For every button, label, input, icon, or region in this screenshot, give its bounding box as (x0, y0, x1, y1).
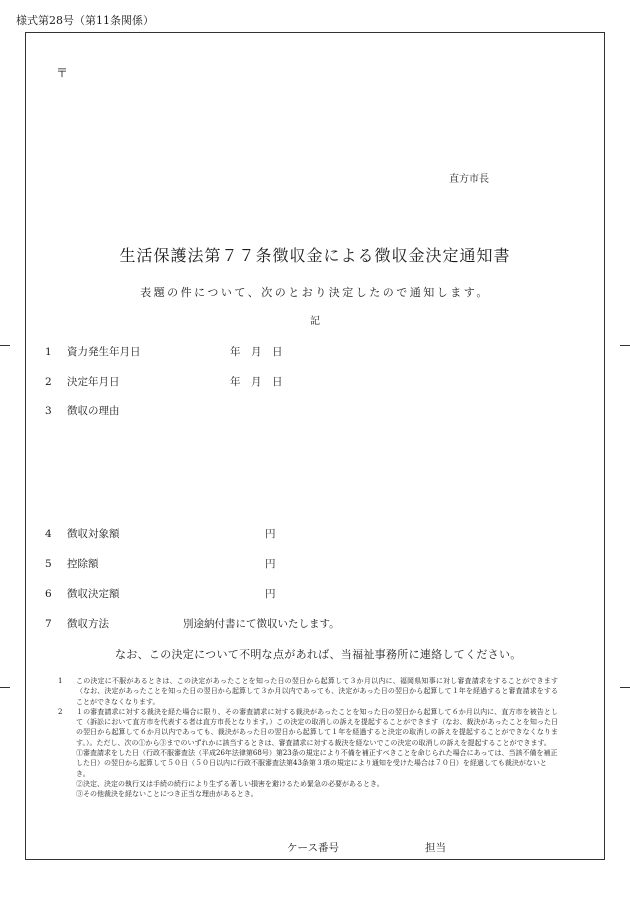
document-title: 生活保護法第７７条徴収金による徴収金決定通知書 (119, 246, 511, 265)
item-value: 別途納付書にて徴収いたします。 (183, 618, 340, 630)
right-margin-mark-upper (620, 345, 630, 346)
item-value: 円 (265, 588, 276, 600)
note-number: 2 (58, 707, 63, 716)
note-item (58, 707, 558, 800)
note-sub-item: ③その他裁決を経ないことにつき正当な理由があるとき。 (76, 790, 258, 799)
closing-text: なお、この決定について不明な点があれば、当福祉事務所に連絡してください。 (115, 648, 522, 661)
item-number: 1 (45, 346, 52, 358)
note-sub-item: ①審査請求をした日（行政不服審査法（平成26年法律第68号）第23条の規定により不備を補正すべきことを命じられた場合にあっては、当該不備を補正した日）の翌日から起算して５０日（５０日以内に行政不服審査法第43条第３項の規定により通知を受けた場合は７０日）を経過しても裁決がないとき。 (76, 749, 558, 778)
left-margin-mark-lower (0, 687, 10, 688)
issuer-name: 直方市長 (449, 174, 489, 185)
note-item (58, 676, 558, 707)
left-margin-mark-upper (0, 345, 10, 346)
item-number: 7 (45, 618, 52, 630)
form-number: 様式第28号（第11条関係） (16, 14, 154, 27)
item-label: 徴収対象額 (67, 528, 120, 540)
item-label: 徴収の理由 (67, 405, 120, 417)
item-number: 6 (45, 588, 52, 600)
item-number: 4 (45, 528, 52, 540)
case-number-label: ケース番号 (287, 842, 339, 854)
item-label: 資力発生年月日 (67, 346, 141, 358)
item-number: 2 (45, 376, 52, 388)
item-label: 徴収方法 (67, 618, 109, 630)
intro-text: 表題の件について、次のとおり決定したので通知します。 (140, 286, 490, 299)
item-number: 5 (45, 558, 52, 570)
charge-label: 担当 (425, 842, 446, 854)
item-label: 徴収決定額 (67, 588, 120, 600)
item-number: 3 (45, 405, 52, 417)
notes-section (58, 676, 558, 800)
note-sub-item: ②決定、決定の執行又は手続の続行により生ずる著しい損害を避けるため緊急の必要があるとき。 (76, 779, 384, 788)
item-label: 決定年月日 (67, 376, 120, 388)
postal-mark: 〒 (56, 66, 69, 80)
note-text: １の審査請求に対する裁決を経た場合に限り、その審査請求に対する裁決があったことを知った日の翌日から起算して６か月以内に、直方市を被告として（訴訟において直方市を代表する者は直方市長となります。）この決定の取消しの訴えを提起することができます（なお、裁決があったことを知った日の翌日から起算して６か月以内であっても、裁決があった日の翌日から起算して１年を経過すると決定の取消しの訴えを提起することができなくなります。）。ただし、次の①から③までのいずれかに該当するときは、審査請求に対する裁決を経ないでこの決定の取消しの訴えを提起することができます。 (76, 707, 558, 747)
item-value: 円 (265, 528, 276, 540)
right-margin-mark-lower (620, 687, 630, 688)
note-text: この決定に不服があるときは、この決定があったことを知った日の翌日から起算して３か月以内に、福岡県知事に対し審査請求をすることができます（なお、決定があったことを知った日の翌日から起算して３か月以内であっても、決定があった日の翌日から起算して１年を経過すると審査請求をすることができなくなります。 (76, 677, 558, 706)
item-value: 年 月 日 (230, 346, 283, 358)
item-value: 円 (265, 558, 276, 570)
note-number: 1 (58, 677, 63, 685)
item-value: 年 月 日 (230, 376, 283, 388)
item-label: 控除額 (67, 558, 99, 570)
ki-heading: 記 (310, 316, 320, 327)
